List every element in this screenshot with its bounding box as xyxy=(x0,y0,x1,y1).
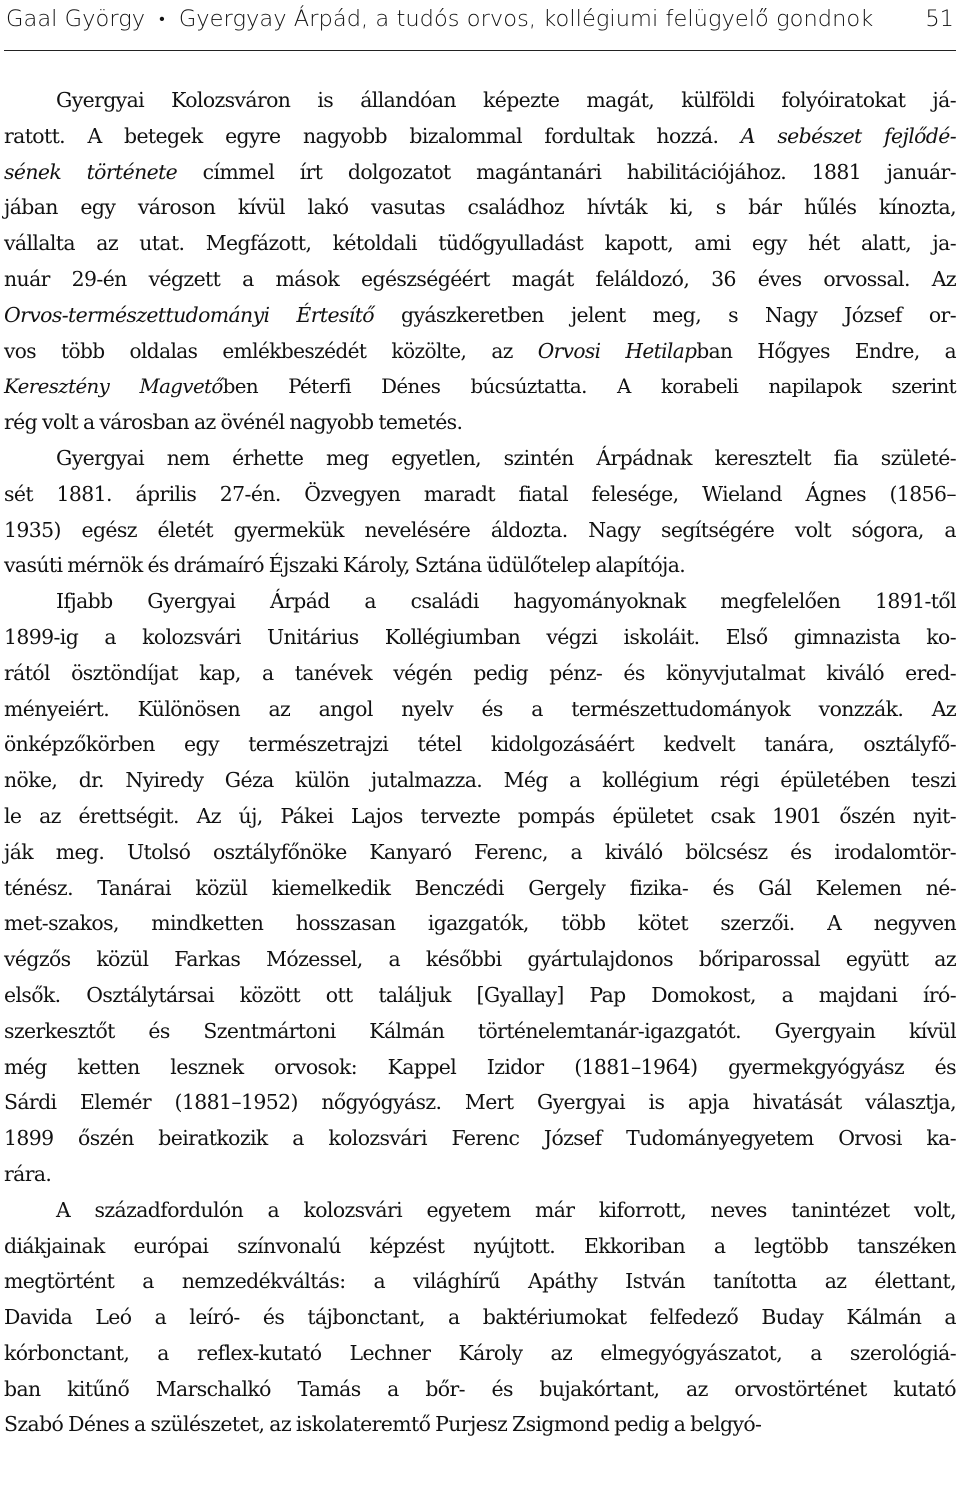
text-line xyxy=(4,656,956,692)
text-line xyxy=(4,513,956,549)
text-line xyxy=(4,1264,956,1300)
text-line xyxy=(4,155,956,191)
text-line xyxy=(4,119,956,155)
text-line xyxy=(4,83,956,119)
text-line xyxy=(4,1229,956,1265)
text-line xyxy=(4,1121,956,1157)
text-run: ják meg. Utolsó osztályfőnöke Kanyaró Ferenc, a kiváló bölcsész és irodalomtör- xyxy=(4,839,956,864)
text-run: 1899 őszén beiratkozik a kolozsvári Ferenc József Tudományegyetem Orvosi ka- xyxy=(4,1126,956,1151)
text-line xyxy=(4,369,956,405)
text-run: diákjainak európai színvonalú képzést nyújtott. Ekkoriban a legtöbb tanszéken xyxy=(4,1233,956,1258)
text-line xyxy=(4,190,956,226)
paragraph xyxy=(4,441,956,584)
text-run: 1935) egész életét gyermekük nevelésére áldozta. Nagy segítségére volt sógora, a xyxy=(4,517,956,542)
text-run: megtörtént a nemzedékváltás: a világhírű Apáthy István tanította az élettant, xyxy=(4,1269,956,1294)
text-run: ményeiért. Különösen az angol nyelv és a természettudományok vonzzák. Az xyxy=(4,696,956,721)
text-line xyxy=(4,477,956,513)
text-run: önképzőkörben egy természetrajzi tétel kidolgozásáért kedvelt tanára, osztályfő- xyxy=(4,732,956,757)
text-line xyxy=(4,262,956,298)
paragraph xyxy=(4,83,956,441)
text-run: Gyergyai Kolozsváron is állandóan képezte magát, külföldi folyóiratokat já- xyxy=(56,88,956,112)
text-run: ban kitűnő Marschalkó Tamás a bőr- és bujakórtant, az orvostörténet kutató xyxy=(4,1376,956,1401)
text-line xyxy=(4,1336,956,1372)
text-run: le az érettségit. Az új, Pákei Lajos tervezte pompás épületet csak 1901 őszén nyit- xyxy=(4,803,956,828)
text-run: met-szakos, mindketten hosszasan igazgatók, több kötet szerzői. A negyven xyxy=(4,911,956,936)
page-number: 51 xyxy=(925,6,954,32)
italic-title: sének története xyxy=(4,159,178,184)
text-run: szerkesztőt és Szentmártoni Kálmán történelemtanár-igazgatót. Gyergyain kívül xyxy=(4,1018,956,1043)
text-run: jában egy városon kívül lakó vasutas családhoz hívták ki, s bár hűlés kínozta, xyxy=(4,195,956,220)
text-line xyxy=(4,1085,956,1121)
text-run: ratott. A betegek egyre nagyobb bizalommal fordultak hozzá. xyxy=(4,123,741,148)
text-run: kórbonctant, a reflex-kutató Lechner Károly az elmegyógyászatot, a szerológiá- xyxy=(4,1340,956,1365)
text-line xyxy=(4,1372,956,1408)
text-line xyxy=(4,1193,956,1229)
header-separator: • xyxy=(159,9,165,28)
text-run: nuár 29-én végzett a mások egészségéért magát feláldozó, 36 éves orvossal. Az xyxy=(4,266,956,291)
text-run: Davida Leó a leíró- és tájbonctant, a baktériumokat felfedező Buday Kálmán a xyxy=(4,1305,956,1330)
text-run: Sárdi Elemér (1881–1952) nőgyógyász. Mert Gyergyai is apja hivatását választja, xyxy=(4,1090,956,1115)
text-run: 1899-ig a kolozsvári Unitárius Kollégiumban végzi iskoláit. Első gimnazista ko- xyxy=(4,624,956,649)
text-run: rég volt a városban az övénél nagyobb temetés. xyxy=(4,410,463,435)
header-title: Gyergyay Árpád, a tudós orvos, kollégiumi felügyelő gondnok xyxy=(178,6,874,32)
text-run: címmel írt dolgozatot magántanári habilitációjához. 1881 január- xyxy=(177,159,956,184)
text-line xyxy=(4,871,956,907)
text-line xyxy=(4,548,956,584)
book-page xyxy=(4,0,956,1443)
text-run: még ketten lesznek orvosok: Kappel Izidor (1881–1964) gyermekgyógyász és xyxy=(4,1054,956,1079)
text-run: vállalta az utat. Megfázott, kétoldali tüdőgyulladást kapott, ami egy hét alatt, ja- xyxy=(4,231,956,256)
text-line xyxy=(4,441,956,477)
text-line xyxy=(4,584,956,620)
running-header xyxy=(4,0,956,51)
text-line xyxy=(4,799,956,835)
running-title xyxy=(6,6,873,32)
italic-title: A sebészet fejlődé- xyxy=(740,123,956,148)
text-line xyxy=(4,978,956,1014)
text-run: nöke, dr. Nyiredy Géza külön jutalmazza. Még a kollégium régi épületében teszi xyxy=(4,768,956,793)
body-text xyxy=(4,83,956,1443)
text-run: A századfordulón a kolozsvári egyetem már kiforrott, neves tanintézet volt, xyxy=(56,1197,956,1222)
text-run: sét 1881. április 27-én. Özvegyen maradt fiatal felesége, Wieland Ágnes (1856– xyxy=(4,481,956,506)
text-run: Gyergyai nem érhette meg egyetlen, szintén Árpádnak keresztelt fia születé- xyxy=(56,445,956,470)
paragraph xyxy=(4,1193,956,1444)
text-run: ben Péterfi Dénes búcsúztatta. A korabeli napilapok szerint xyxy=(222,375,956,399)
text-line xyxy=(4,298,956,334)
italic-title: Orvos-természettudományi Értesítő xyxy=(4,302,374,327)
text-line xyxy=(4,1407,956,1443)
text-line xyxy=(4,620,956,656)
text-line xyxy=(4,334,956,370)
text-line xyxy=(4,692,956,728)
text-run: vasúti mérnök és drámaíró Éjszaki Károly, Sztána üdülőtelep alapítója. xyxy=(4,553,686,578)
text-line xyxy=(4,727,956,763)
text-run: rára. xyxy=(4,1161,52,1186)
header-author: Gaal György xyxy=(6,6,146,32)
text-line xyxy=(4,763,956,799)
text-run: elsők. Osztálytársai között ott találjuk [Gyallay] Pap Domokost, a majdani író- xyxy=(4,982,956,1007)
text-line xyxy=(4,1014,956,1050)
text-line xyxy=(4,942,956,978)
text-line xyxy=(4,1300,956,1336)
text-run: ban Hőgyes Endre, a xyxy=(696,338,956,363)
text-run: gyászkeretben jelent meg, s Nagy József or- xyxy=(373,302,956,327)
text-run: ténész. Tanárai közül kiemelkedik Benczédi Gergely fizika- és Gál Kelemen né- xyxy=(4,875,956,900)
italic-title: Keresztény Magvető xyxy=(4,375,223,399)
text-run: Szabó Dénes a szülészetet, az iskolateremtő Purjesz Zsigmond pedig a belgyó- xyxy=(4,1412,762,1437)
text-run: vos több oldalas emlékbeszédét közölte, az xyxy=(4,338,538,363)
text-run: végzős közül Farkas Mózessel, a későbbi gyártulajdonos bőriparossal együtt az xyxy=(4,947,956,972)
text-line xyxy=(4,226,956,262)
text-line xyxy=(4,1050,956,1086)
text-line xyxy=(4,835,956,871)
text-line xyxy=(4,906,956,942)
italic-title: Orvosi Hetilap xyxy=(537,338,697,363)
text-line xyxy=(4,1157,956,1193)
text-line xyxy=(4,405,956,441)
paragraph xyxy=(4,584,956,1193)
text-run: rától ösztöndíjat kap, a tanévek végén pedig pénz- és könyvjutalmat kiváló ered- xyxy=(4,660,956,685)
text-run: Ifjabb Gyergyai Árpád a családi hagyományoknak megfelelően 1891-től xyxy=(56,589,956,614)
